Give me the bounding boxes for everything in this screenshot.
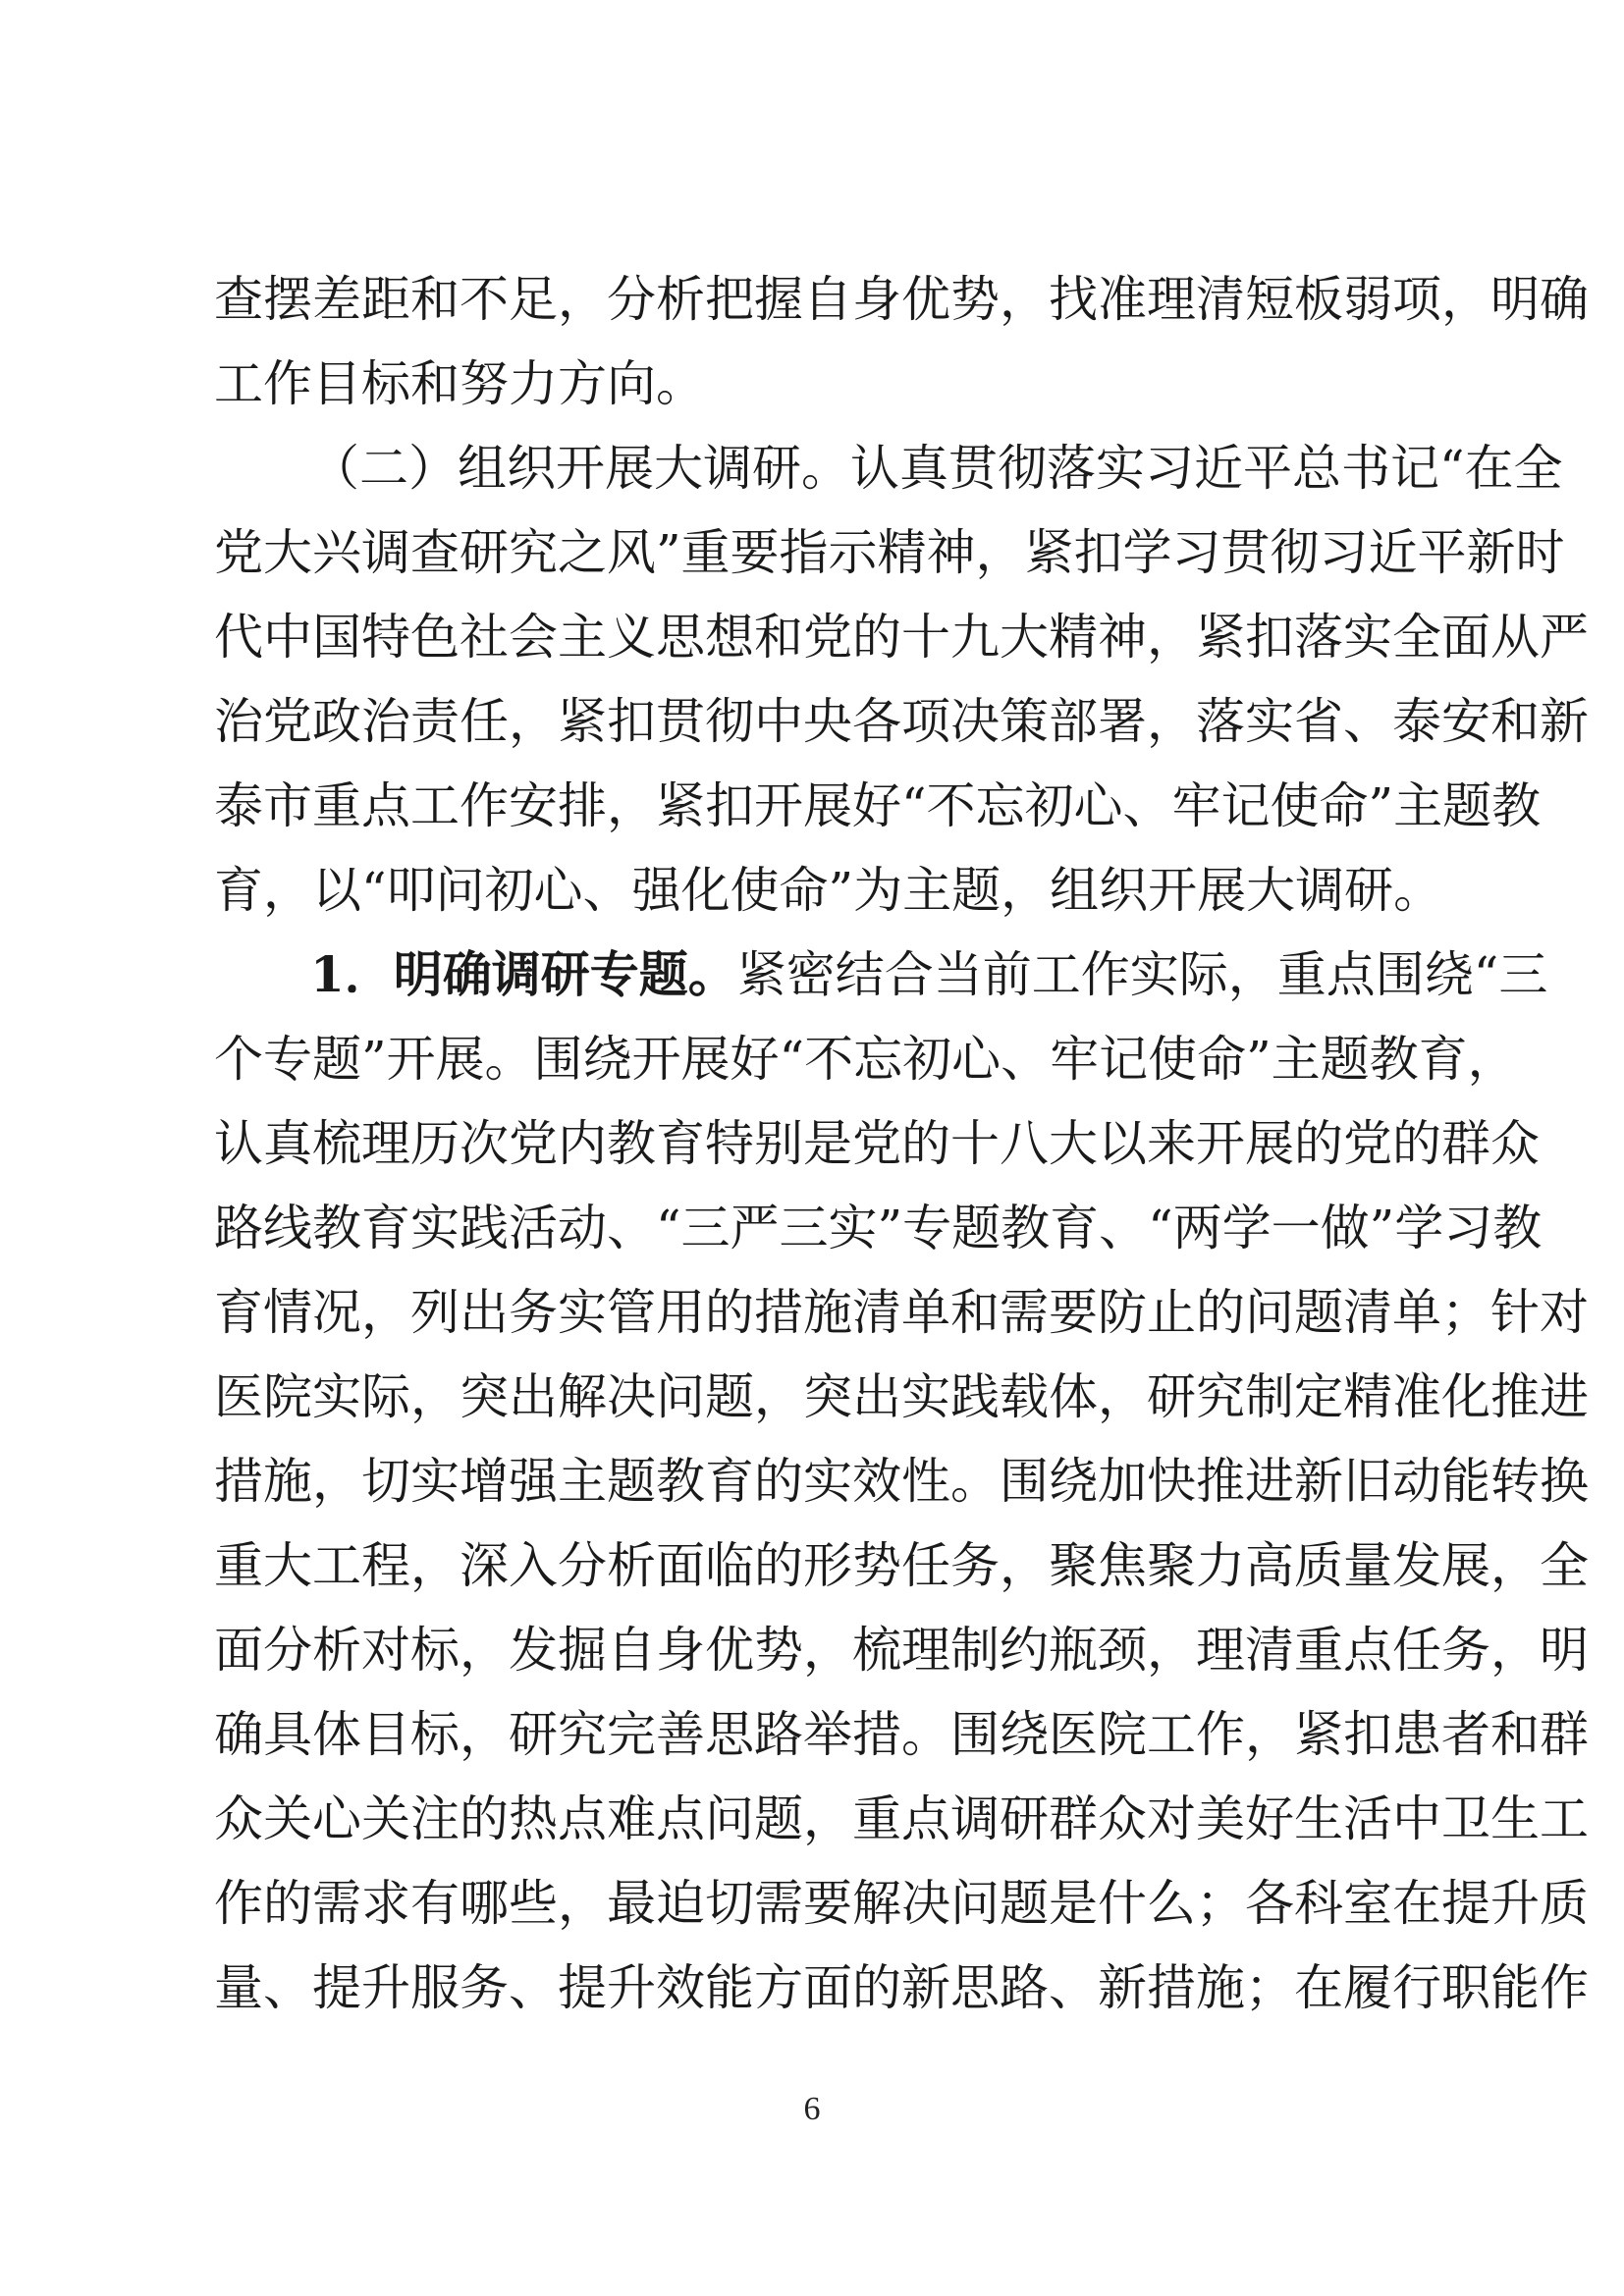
paragraph-subsection-1 xyxy=(214,933,1589,2030)
section-text: 认真贯彻落实习近平总书记“在全 xyxy=(850,440,1563,497)
text-line: 党大兴调查研究之风”重要指示精神，紧扣学习贯彻习近平新时 xyxy=(214,524,1565,581)
paragraph-continuation xyxy=(214,257,1589,426)
text-line: 育情况，列出务实管用的措施清单和需要防止的问题清单；针对 xyxy=(214,1284,1589,1341)
page-number: 6 xyxy=(803,2091,821,2127)
text-line: 面分析对标，发掘自身优势，梳理制约瓶颈，理清重点任务，明 xyxy=(214,1622,1589,1679)
text-line: 众关心关注的热点难点问题，重点调研群众对美好生活中卫生工 xyxy=(214,1790,1589,1847)
paragraph-section-2 xyxy=(214,426,1589,933)
section-heading: （二）组织开展大调研。 xyxy=(310,440,850,497)
text-line: 路线教育实践活动、“三严三实”专题教育、“两学一做”学习教 xyxy=(214,1200,1543,1256)
text-line: 工作目标和努力方向。 xyxy=(214,355,705,412)
text-line: 个专题”开展。围绕开展好“不忘初心、牢记使命”主题教育， xyxy=(214,1031,1517,1088)
document-body xyxy=(214,257,1589,2030)
text-line: 育，以“叩问初心、强化使命”为主题，组织开展大调研。 xyxy=(214,862,1443,919)
text-line: 措施，切实增强主题教育的实效性。围绕加快推进新旧动能转换 xyxy=(214,1453,1589,1510)
text-line: 泰市重点工作安排，紧扣开展好“不忘初心、牢记使命”主题教 xyxy=(214,777,1542,834)
text-line: 代中国特色社会主义思想和党的十九大精神，紧扣落实全面从严 xyxy=(214,609,1589,666)
text-line: 治党政治责任，紧扣贯彻中央各项决策部署，落实省、泰安和新 xyxy=(214,693,1589,750)
section-first-line xyxy=(214,426,1563,510)
text-line: 量、提升服务、提升效能方面的新思路、新措施；在履行职能作 xyxy=(214,1959,1589,2016)
subsection-text: 紧密结合当前工作实际，重点围绕“三 xyxy=(736,946,1548,1003)
text-line: 医院实际，突出解决问题，突出实践载体，研究制定精准化推进 xyxy=(214,1368,1589,1425)
subsection-heading: 1．明确调研专题。 xyxy=(310,945,737,1003)
text-line: 重大工程，深入分析面临的形势任务，聚焦聚力高质量发展，全 xyxy=(214,1537,1589,1594)
text-line: 认真梳理历次党内教育特别是党的十八大以来开展的党的群众 xyxy=(214,1115,1540,1172)
text-line: 确具体目标，研究完善思路举措。围绕医院工作，紧扣患者和群 xyxy=(214,1706,1589,1763)
subsection-first-line xyxy=(214,933,1548,1017)
text-line: 查摆差距和不足，分析把握自身优势，找准理清短板弱项，明确 xyxy=(214,271,1589,328)
text-line: 作的需求有哪些，最迫切需要解决问题是什么；各科室在提升质 xyxy=(214,1875,1589,1932)
